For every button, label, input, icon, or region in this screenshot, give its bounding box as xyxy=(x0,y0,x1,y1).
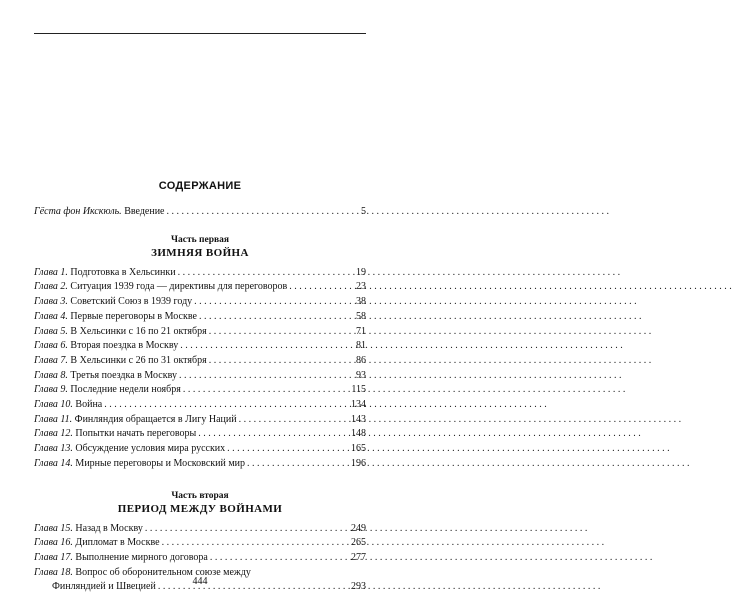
toc-entry-label xyxy=(34,354,207,369)
toc-entry-label xyxy=(34,205,165,220)
toc-page-number: 249 xyxy=(351,522,366,534)
toc-page-number: 293 xyxy=(351,581,366,593)
toc-entry xyxy=(34,427,366,442)
dot-leader xyxy=(210,551,349,566)
chapter-title-continuation: Финляндией и Швецией xyxy=(52,581,156,593)
top-rule xyxy=(34,33,366,34)
toc-entry-introduction xyxy=(34,205,366,220)
chapter-number: Глава 16. xyxy=(34,537,73,549)
dot-leader xyxy=(199,310,354,325)
table-of-contents xyxy=(34,205,366,595)
dot-leader xyxy=(227,442,349,457)
toc-entry xyxy=(34,339,366,354)
dot-leader xyxy=(180,339,354,354)
dot-leader xyxy=(104,398,349,413)
toc-entry-label xyxy=(34,427,196,442)
chapter-number: Глава 2. xyxy=(34,281,68,293)
toc-entry-label xyxy=(34,383,181,398)
toc-entry xyxy=(34,266,366,281)
chapter-title: Третья поездка в Москву xyxy=(70,369,177,381)
dot-leader xyxy=(198,427,349,442)
section-spacer xyxy=(34,472,366,488)
toc-entry xyxy=(34,457,366,472)
dot-leader xyxy=(178,266,354,281)
toc-page-number: 71 xyxy=(356,325,366,337)
chapter-title: Вторая поездка в Москву xyxy=(70,340,179,352)
chapter-number: Глава 15. xyxy=(34,522,73,534)
intro-author: Гёста фон Икскюль. xyxy=(34,206,122,217)
toc-entry-label xyxy=(34,522,143,537)
chapter-title: Вопрос об оборонительном союзе между xyxy=(75,566,251,578)
contents-title: СОДЕРЖАНИЕ xyxy=(158,180,242,192)
toc-page-number: 115 xyxy=(351,384,366,396)
toc-entry xyxy=(34,383,366,398)
chapter-number: Глава 11. xyxy=(34,413,73,425)
chapter-number: Глава 10. xyxy=(34,399,73,411)
toc-page-number: 5 xyxy=(361,206,366,217)
chapter-number: Глава 9. xyxy=(34,384,68,396)
dot-leader xyxy=(289,280,354,295)
toc-page-number: 19 xyxy=(356,266,366,278)
chapter-title: Мирные переговоры и Московский мир xyxy=(75,457,246,469)
toc-page-number: 265 xyxy=(351,537,366,549)
chapter-title: Финляндия обращается в Лигу Наций xyxy=(74,413,237,425)
chapter-number: Глава 18. xyxy=(34,566,73,578)
toc-page-number: 134 xyxy=(351,399,366,411)
chapter-title: В Хельсинки с 26 по 31 октября xyxy=(70,354,207,366)
toc-page-number: 58 xyxy=(356,310,366,322)
chapter-number: Глава 14. xyxy=(34,457,73,469)
chapter-title: Последние недели ноября xyxy=(70,384,181,396)
toc-entry xyxy=(34,369,366,384)
chapter-number: Глава 17. xyxy=(34,551,73,563)
dot-leader xyxy=(209,325,354,340)
toc-entry xyxy=(34,310,366,325)
intro-title: Введение xyxy=(124,206,165,217)
dot-leader xyxy=(239,413,349,428)
chapter-number: Глава 3. xyxy=(34,296,68,308)
toc-page-number: 277 xyxy=(351,551,366,563)
toc-entry xyxy=(34,354,366,369)
chapter-number: Глава 12. xyxy=(34,428,73,440)
toc-entry-label xyxy=(34,339,178,354)
toc-page-number: 93 xyxy=(356,369,366,381)
chapter-number: Глава 13. xyxy=(34,443,73,455)
toc-entry xyxy=(34,413,366,428)
chapter-number: Глава 8. xyxy=(34,369,68,381)
dot-leader xyxy=(183,383,350,398)
toc-entry-label xyxy=(34,266,176,281)
chapter-number: Глава 4. xyxy=(34,310,68,322)
chapter-number: Глава 5. xyxy=(34,325,68,337)
chapter-title: Обсуждение условия мира русских xyxy=(75,443,226,455)
dot-leader xyxy=(247,457,349,472)
toc-page-number: 23 xyxy=(356,281,366,293)
toc-entry xyxy=(34,325,366,340)
toc-entry-label xyxy=(34,280,287,295)
toc-page-number: 38 xyxy=(356,296,366,308)
dot-leader xyxy=(209,354,354,369)
chapter-number: Глава 7. xyxy=(34,354,68,366)
toc-entry xyxy=(34,522,366,537)
toc-entry-label xyxy=(34,295,192,310)
chapter-title: Назад в Москву xyxy=(75,522,143,534)
chapter-title: Дипломат в Москве xyxy=(75,537,160,549)
toc-entry xyxy=(34,442,366,457)
toc-entry-label xyxy=(34,536,160,551)
toc-entry-label xyxy=(34,398,102,413)
toc-entry-label xyxy=(34,310,197,325)
part-one-title: ЗИМНЯЯ ВОЙНА xyxy=(151,246,249,259)
dot-leader xyxy=(162,536,349,551)
toc-entry-label xyxy=(34,457,245,472)
part-two-label: Часть вторая xyxy=(171,490,229,501)
toc-page-number: 86 xyxy=(356,354,366,366)
toc-entry xyxy=(34,551,366,566)
toc-entry-label xyxy=(34,551,208,566)
dot-leader xyxy=(194,295,354,310)
toc-entry-label xyxy=(34,413,237,428)
toc-page-number: 81 xyxy=(356,340,366,352)
part-one-chapters xyxy=(34,266,366,472)
dot-leader xyxy=(167,205,360,220)
part-one-label: Часть первая xyxy=(171,234,229,245)
chapter-title: В Хельсинки с 16 по 21 октября xyxy=(70,325,207,337)
chapter-title: Ситуация 1939 года — директивы для переговоров xyxy=(70,281,288,293)
chapter-number: Глава 1. xyxy=(34,266,68,278)
chapter-title: Война xyxy=(75,399,103,411)
toc-entry xyxy=(34,536,366,551)
page-number-footer: 444 xyxy=(192,576,208,587)
toc-entry-label xyxy=(34,325,207,340)
chapter-title: Первые переговоры в Москве xyxy=(70,310,197,322)
toc-entry-label xyxy=(34,442,225,457)
chapter-title: Советский Союз в 1939 году xyxy=(70,296,193,308)
toc-entry xyxy=(34,295,366,310)
toc-page-number: 148 xyxy=(351,428,366,440)
toc-entry-label xyxy=(34,369,177,384)
toc-page-number: 165 xyxy=(351,443,366,455)
chapter-title: Выполнение мирного договора xyxy=(75,551,208,563)
toc-page-number: 143 xyxy=(351,413,366,425)
chapter-number: Глава 6. xyxy=(34,340,68,352)
chapter-title: Попытки начать переговоры xyxy=(75,428,197,440)
dot-leader xyxy=(179,369,354,384)
toc-entry xyxy=(34,280,366,295)
toc-page-number: 196 xyxy=(351,457,366,469)
part-two-title: ПЕРИОД МЕЖДУ ВОЙНАМИ xyxy=(117,502,283,515)
dot-leader xyxy=(145,522,349,537)
toc-entry xyxy=(34,398,366,413)
chapter-title: Подготовка в Хельсинки xyxy=(70,266,176,278)
